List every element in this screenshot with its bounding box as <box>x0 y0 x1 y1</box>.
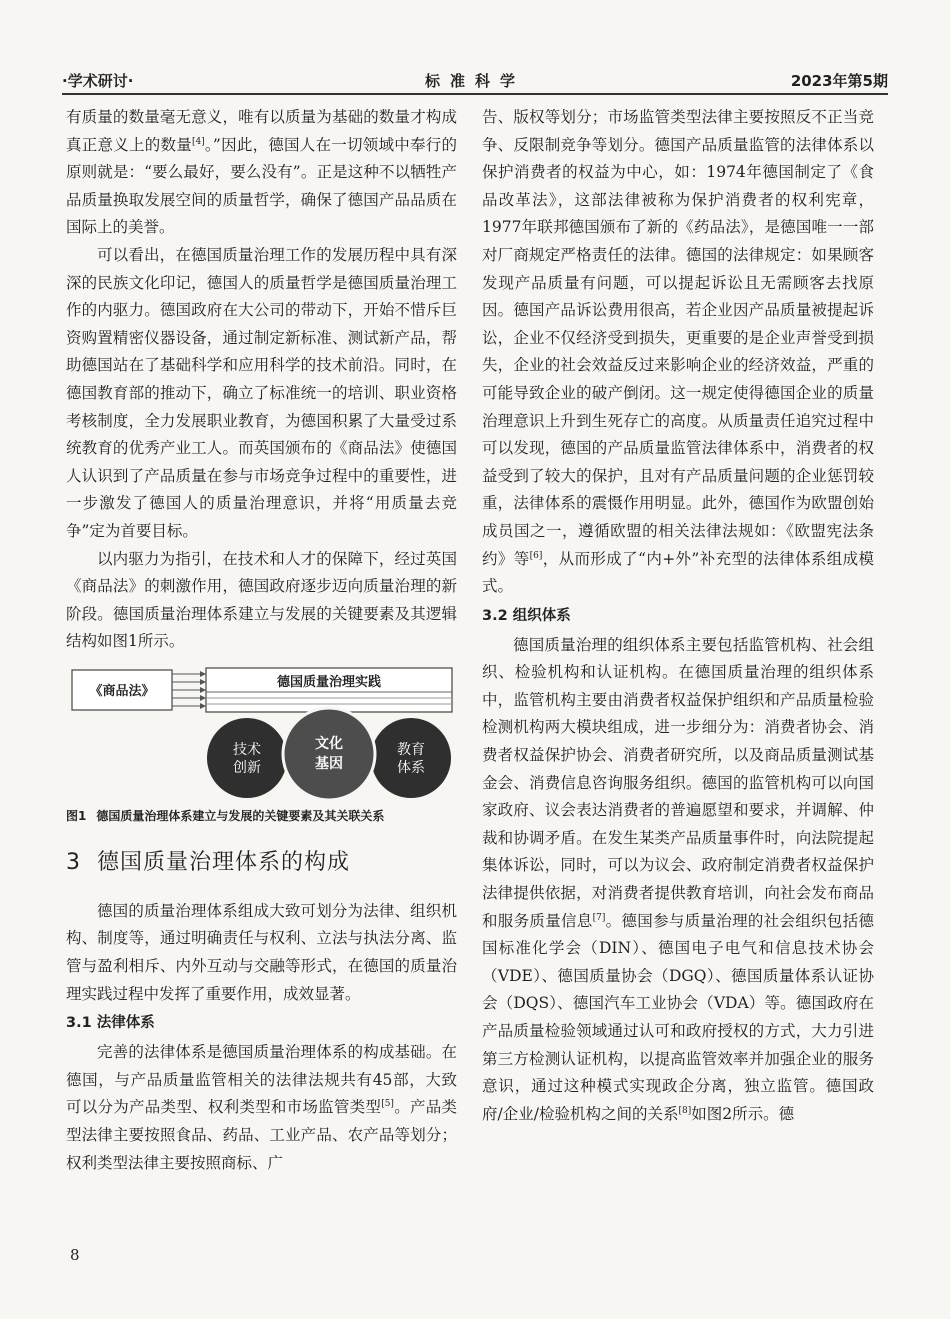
paragraph-text: 告、版权等划分；市场监管类型法律主要按照反不正当竞争、反限制竞争等划分。德国产品质量监管的法律体系以保护消费者的权益为中心，如：1974年德国制定了《食品改革法》，这部法律被称为保护消费者的权利宪章，1977年联邦德国颁布了新的《药品法》，是德国唯一一部对厂商规定严格责任的法律。德国的法律规定：如果顾客发现产品质量有问题，可以提起诉讼且无需顾客去找原因。德国产品诉讼费用很高，若企业因产品质量被提起诉讼，企业不仅经济受到损失，更重要的是企业声誉受到损失，企业的社会效益反过来影响企业的经济效益，严重的可能导致企业的破产倒闭。这一规定使得德国企业的质量治理意识上升到生死存亡的高度。从质量责任追究过程中可以发现，德国的产品质量监管法律体系中，消费者的权益受到了较大的保护，且对有产品质量问题的企业惩罚较重，法律体系的震慑作用明显。此外，德国作为欧盟创始成员国之一，遵循欧盟的相关法律法规如：《欧盟宪法条约》等 <box>482 108 874 568</box>
page-number: 8 <box>70 1246 80 1264</box>
paragraph <box>482 632 874 1129</box>
citation-ref: [6] <box>529 550 543 561</box>
header-divider <box>62 93 888 95</box>
paragraph-text: 。”因此，德国人在一切领域中奉行的原则就是：“要么最好，要么没有”。正是这种不以牺牲产品质量换取发展空间的质量哲学，确保了德国产品品质在国际上的美誉。 <box>66 135 457 237</box>
left-column <box>66 104 457 1177</box>
paragraph-text: ，从而形成了“内+外”补充型的法律体系组成模式。 <box>482 549 874 596</box>
paragraph-text: 如图2所示。德 <box>691 1104 795 1123</box>
education-system-circle <box>371 718 451 798</box>
law-label: 《商品法》 <box>89 683 155 699</box>
section-heading <box>66 848 457 878</box>
education-line-2: 体系 <box>397 759 425 776</box>
subsection-heading: 3.1 法律体系 <box>66 1015 155 1032</box>
figure-1-diagram <box>66 664 457 802</box>
arrow-group <box>172 671 206 709</box>
header-issue: 2023年第5期 <box>790 72 888 90</box>
paragraph-text: 有质量的数量毫无意义，唯有以质量为基础的数量才构成真正意义上的数量 <box>66 108 457 154</box>
citation-ref: [8] <box>678 1105 692 1116</box>
paragraph <box>482 104 874 601</box>
right-column <box>482 104 874 1128</box>
figure-1-caption <box>66 806 457 826</box>
subsection-heading: 3.2 组织体系 <box>482 607 571 624</box>
section-title: 德国质量治理体系的构成 <box>97 849 351 875</box>
caption-text: 德国质量治理体系建立与发展的关键要素及其关联关系 <box>96 808 385 823</box>
section-number: 3 <box>66 849 81 875</box>
tech-innovation-circle <box>207 718 287 798</box>
paragraph-text: 。产品类型法律主要按照食品、药品、工业产品、农产品等划分；权利类型法律主要按照商标、广 <box>66 1098 457 1172</box>
paragraph-text: 完善的法律体系是德国质量治理体系的构成基础。在德国，与产品质量监管相关的法律法规共有45部，大致可以分为产品类型、权利类型和市场监管类型 <box>66 1043 457 1117</box>
citation-ref: [7] <box>592 912 606 923</box>
education-line-1: 教育 <box>397 741 425 758</box>
tech-innovation-line-1: 技术 <box>233 741 261 758</box>
paragraph-text: 。德国参与质量治理的社会组织包括德国标准化学会（DIN）、德国电子电气和信息技术协会（VDE）、德国质量协会（DGQ）、德国质量体系认证协会（DQS）、德国汽车工业协会（VDA）等。德国政府在产品质量检验领域通过认可和政府授权的方式，大力引进第三方检测认证机构，以提高监管效率并加强企业的服务意识，通过这种模式实现政企分离，独立监管。德国政府/企业/检验机构之间的关系 <box>482 911 874 1123</box>
paragraph: 以内驱力为指引，在技术和人才的保障下，经过英国《商品法》的刺激作用，德国政府逐步迈向质量治理的新阶段。德国质量治理体系建立与发展的关键要素及其逻辑结构如图1所示。 <box>66 549 457 651</box>
culture-gene-line-2: 基因 <box>315 755 343 772</box>
citation-ref: [4] <box>191 136 205 147</box>
paragraph: 德国的质量治理体系组成大致可划分为法律、组织机构、制度等，通过明确责任与权利、立法与执法分离、监管与盈利相斥、内外互动与交融等形式，在德国的质量治理实践过程中发挥了重要作用，成效显著。 <box>66 901 457 1003</box>
paragraph: 可以看出，在德国质量治理工作的发展历程中具有深深的民族文化印记，德国人的质量哲学是德国质量治理工作的内驱力。德国政府在大公司的带动下，开始不惜斥巨资购置精密仪器设备，通过制定新标准、测试新产品，帮助德国站在了基础科学和应用科学的技术前沿。同时，在德国教育部的推动下，确立了标准统一的培训、职业资格考核制度，全力发展职业教育，为德国积累了大量受过系统教育的优秀产业工人。而英国颁布的《商品法》使德国人认识到了产品质量在参与市场竞争过程中的重要性，进一步激发了德国人的质量治理意识，并将“用质量去竞争”定为首要目标。 <box>66 245 457 540</box>
practice-label: 德国质量治理实践 <box>276 674 382 690</box>
culture-gene-circle <box>283 708 375 800</box>
paragraph <box>66 104 457 242</box>
header-section-label: ·学术研讨· <box>62 72 134 90</box>
figure-1 <box>66 664 457 802</box>
paragraph-text: 德国质量治理的组织体系主要包括监管机构、社会组织、检验机构和认证机构。在德国质量治理的组织体系中，监管机构主要由消费者权益保护组织和产品质量检验检测机构两大模块组成，进一步细分为：消费者协会、消费者权益保护协会、消费者研究所，以及商品质量测试基金会、消费信息咨询服务组织。德国的监管机构可以向国家政府、议会表达消费者的普遍愿望和要求，并调解、仲裁和协调矛盾。在发生某类产品质量事件时，向法院提起集体诉讼，同时，可以为议会、政府制定消费者权益保护法律提供依据，对消费者提供教育培训，向社会发布商品和服务质量信息 <box>482 635 874 930</box>
tech-innovation-line-2: 创新 <box>233 759 261 776</box>
citation-ref: [5] <box>381 1099 394 1110</box>
culture-gene-line-1: 文化 <box>315 735 343 752</box>
running-header <box>62 62 888 92</box>
paragraph <box>66 1039 457 1177</box>
header-journal-title: 标准科学 <box>424 72 525 90</box>
caption-number: 图1 <box>66 808 87 823</box>
